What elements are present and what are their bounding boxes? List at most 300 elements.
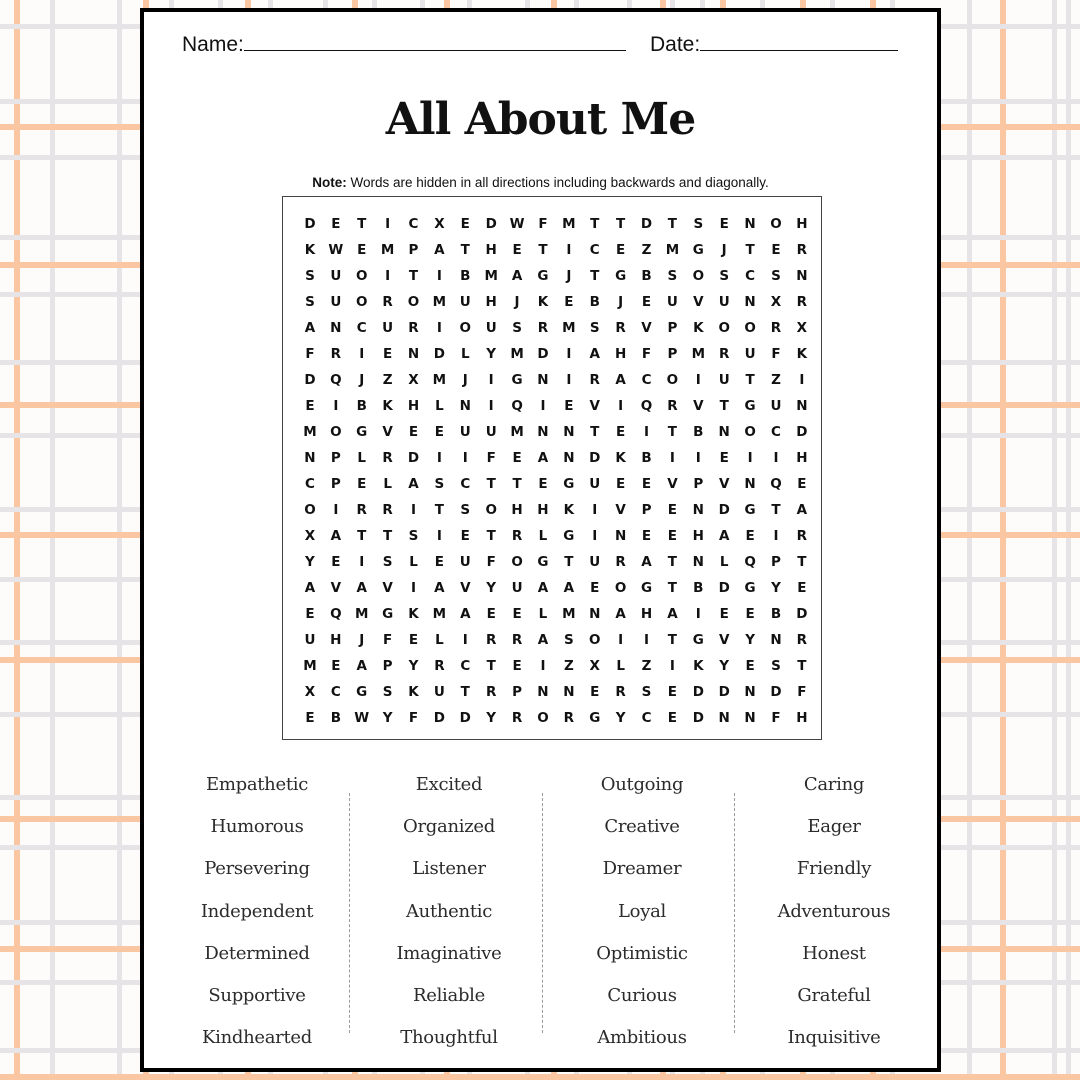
grid-cell[interactable]: T <box>667 216 678 232</box>
grid-cell[interactable]: E <box>590 580 600 596</box>
grid-cell[interactable]: T <box>357 216 367 232</box>
grid-cell[interactable]: T <box>590 424 600 440</box>
grid-cell[interactable]: S <box>408 528 419 544</box>
grid-cell[interactable]: D <box>796 424 808 440</box>
grid-cell[interactable]: R <box>615 554 626 570</box>
grid-cell[interactable]: U <box>459 554 471 570</box>
grid-cell[interactable]: X <box>796 320 808 336</box>
grid-cell[interactable]: E <box>616 424 626 440</box>
grid-cell[interactable]: S <box>382 554 393 570</box>
grid-cell[interactable]: J <box>514 294 520 310</box>
grid-cell[interactable]: P <box>330 450 341 466</box>
grid-cell[interactable]: U <box>589 476 601 492</box>
grid-cell[interactable]: O <box>304 502 316 518</box>
grid-cell[interactable]: I <box>566 346 572 362</box>
grid-cell[interactable]: R <box>563 710 575 726</box>
grid-cell[interactable]: M <box>510 424 524 440</box>
grid-cell[interactable]: N <box>563 450 575 466</box>
grid-cell[interactable]: E <box>357 476 367 492</box>
grid-cell[interactable]: I <box>695 372 701 388</box>
grid-cell[interactable]: E <box>797 580 807 596</box>
grid-cell[interactable]: P <box>641 502 652 518</box>
grid-cell[interactable]: M <box>562 606 576 622</box>
grid-cell[interactable]: D <box>692 684 704 700</box>
grid-cell[interactable]: H <box>485 242 497 258</box>
grid-cell[interactable]: I <box>385 216 391 232</box>
grid-cell[interactable]: D <box>718 580 730 596</box>
grid-cell[interactable]: K <box>693 658 704 674</box>
grid-cell[interactable]: T <box>667 554 678 570</box>
grid-cell[interactable]: E <box>357 242 367 258</box>
grid-cell[interactable]: F <box>797 684 807 700</box>
grid-cell[interactable]: A <box>408 476 419 492</box>
grid-cell[interactable]: E <box>641 476 652 492</box>
grid-cell[interactable]: N <box>563 684 575 700</box>
grid-cell[interactable]: D <box>796 606 808 622</box>
grid-cell[interactable]: G <box>640 580 653 596</box>
grid-cell[interactable]: E <box>564 398 574 414</box>
grid-cell[interactable]: T <box>616 216 626 232</box>
grid-cell[interactable]: U <box>511 580 523 596</box>
grid-cell[interactable]: D <box>304 216 316 232</box>
grid-cell[interactable]: T <box>486 528 496 544</box>
grid-cell[interactable]: E <box>408 632 419 648</box>
grid-cell[interactable]: I <box>592 502 598 518</box>
grid-cell[interactable]: U <box>666 294 678 310</box>
grid-cell[interactable]: T <box>667 632 678 648</box>
grid-cell[interactable]: O <box>330 424 342 440</box>
grid-cell[interactable]: C <box>330 684 341 700</box>
name-field[interactable] <box>182 32 626 57</box>
grid-cell[interactable]: K <box>615 450 626 466</box>
grid-cell[interactable]: R <box>615 684 626 700</box>
grid-cell[interactable]: G <box>744 502 756 518</box>
grid-cell[interactable]: S <box>771 658 781 674</box>
grid-cell[interactable]: K <box>537 294 549 310</box>
grid-cell[interactable]: E <box>667 684 678 700</box>
grid-cell[interactable]: R <box>485 632 497 648</box>
grid-cell[interactable]: H <box>796 450 808 466</box>
grid-cell[interactable]: E <box>616 476 626 492</box>
grid-cell[interactable]: G <box>356 424 368 440</box>
grid-cell[interactable]: I <box>644 424 650 440</box>
grid-cell[interactable]: I <box>488 398 494 414</box>
grid-cell[interactable]: S <box>382 684 393 700</box>
grid-cell[interactable]: E <box>641 528 652 544</box>
grid-cell[interactable]: T <box>667 424 678 440</box>
grid-cell[interactable]: L <box>538 606 548 622</box>
grid-cell[interactable]: F <box>538 216 548 232</box>
grid-cell[interactable]: V <box>330 580 342 596</box>
grid-cell[interactable]: R <box>796 632 808 648</box>
grid-cell[interactable]: Q <box>330 372 342 388</box>
grid-cell[interactable]: B <box>693 424 704 440</box>
grid-cell[interactable]: O <box>589 632 601 648</box>
grid-cell[interactable]: P <box>512 684 523 700</box>
grid-cell[interactable]: U <box>589 554 601 570</box>
grid-cell[interactable]: X <box>434 216 445 232</box>
grid-cell[interactable]: F <box>486 450 496 466</box>
grid-cell[interactable]: T <box>408 268 419 284</box>
grid-cell[interactable]: D <box>433 710 445 726</box>
grid-cell[interactable]: X <box>304 684 316 700</box>
grid-cell[interactable]: P <box>667 320 678 336</box>
grid-cell[interactable]: O <box>614 580 627 596</box>
grid-cell[interactable]: X <box>408 372 419 388</box>
grid-cell[interactable]: I <box>644 632 650 648</box>
grid-cell[interactable]: N <box>744 294 756 310</box>
grid-cell[interactable]: B <box>460 268 471 284</box>
grid-cell[interactable]: T <box>745 242 755 258</box>
grid-cell[interactable]: E <box>667 502 678 518</box>
grid-cell[interactable]: A <box>563 580 575 596</box>
grid-cell[interactable]: N <box>744 216 756 232</box>
grid-cell[interactable]: T <box>564 554 574 570</box>
grid-cell[interactable]: N <box>692 502 704 518</box>
grid-cell[interactable]: V <box>615 502 626 518</box>
grid-cell[interactable]: F <box>408 710 419 726</box>
grid-cell[interactable]: E <box>538 476 548 492</box>
grid-cell[interactable]: T <box>512 476 522 492</box>
grid-cell[interactable]: H <box>537 502 549 518</box>
grid-cell[interactable]: G <box>356 684 368 700</box>
grid-cell[interactable]: J <box>359 372 365 388</box>
grid-cell[interactable]: R <box>382 502 393 518</box>
grid-cell[interactable]: E <box>460 216 470 232</box>
grid-cell[interactable]: Z <box>641 658 652 674</box>
grid-cell[interactable]: Y <box>382 710 393 726</box>
grid-cell[interactable]: J <box>721 242 727 258</box>
grid-cell[interactable]: O <box>692 268 705 284</box>
grid-cell[interactable]: Y <box>486 346 497 362</box>
grid-cell[interactable]: N <box>744 476 756 492</box>
grid-cell[interactable]: H <box>614 346 627 362</box>
grid-cell[interactable]: C <box>589 242 600 258</box>
grid-cell[interactable]: A <box>667 606 678 622</box>
grid-cell[interactable]: A <box>537 632 549 648</box>
grid-cell[interactable]: E <box>512 606 522 622</box>
date-blank-line[interactable] <box>700 32 898 51</box>
grid-cell[interactable]: T <box>383 528 393 544</box>
grid-cell[interactable]: V <box>693 294 704 310</box>
grid-cell[interactable]: M <box>562 320 576 336</box>
grid-cell[interactable]: I <box>695 450 701 466</box>
grid-cell[interactable]: I <box>566 372 572 388</box>
grid-cell[interactable]: M <box>432 606 447 622</box>
grid-cell[interactable]: G <box>744 398 756 414</box>
grid-cell[interactable]: B <box>693 580 704 596</box>
grid-cell[interactable]: Q <box>511 398 523 414</box>
grid-cell[interactable]: T <box>357 528 367 544</box>
grid-cell[interactable]: N <box>692 554 704 570</box>
grid-cell[interactable]: G <box>563 476 575 492</box>
grid-cell[interactable]: U <box>382 320 394 336</box>
grid-cell[interactable]: H <box>796 710 808 726</box>
grid-cell[interactable]: M <box>303 658 317 674</box>
grid-cell[interactable]: I <box>669 658 675 674</box>
grid-cell[interactable]: C <box>408 216 419 232</box>
grid-cell[interactable]: G <box>537 554 549 570</box>
grid-cell[interactable]: R <box>537 320 549 336</box>
grid-cell[interactable]: A <box>537 580 549 596</box>
grid-cell[interactable]: A <box>641 554 652 570</box>
grid-cell[interactable]: R <box>667 398 678 414</box>
grid-cell[interactable]: A <box>615 606 626 622</box>
grid-cell[interactable]: S <box>460 502 471 518</box>
grid-cell[interactable]: N <box>537 684 549 700</box>
grid-cell[interactable]: O <box>511 554 523 570</box>
grid-cell[interactable]: E <box>719 450 729 466</box>
grid-cell[interactable]: M <box>303 424 317 440</box>
grid-cell[interactable]: L <box>409 554 418 570</box>
grid-cell[interactable]: O <box>718 320 730 336</box>
grid-cell[interactable]: E <box>512 658 522 674</box>
grid-cell[interactable]: C <box>771 424 781 440</box>
grid-cell[interactable]: E <box>719 216 729 232</box>
grid-cell[interactable]: R <box>589 372 600 388</box>
grid-cell[interactable]: O <box>770 216 782 232</box>
grid-cell[interactable]: I <box>540 398 546 414</box>
grid-cell[interactable]: I <box>592 528 598 544</box>
date-field[interactable] <box>650 32 898 57</box>
grid-cell[interactable]: Y <box>305 554 315 570</box>
grid-cell[interactable]: Y <box>408 658 419 674</box>
grid-cell[interactable]: S <box>305 294 315 310</box>
grid-cell[interactable]: N <box>537 372 549 388</box>
grid-cell[interactable]: T <box>745 372 755 388</box>
grid-cell[interactable]: O <box>355 268 368 284</box>
grid-cell[interactable]: X <box>589 658 600 674</box>
grid-cell[interactable]: R <box>434 658 445 674</box>
grid-cell[interactable]: I <box>799 372 805 388</box>
grid-cell[interactable]: F <box>383 632 393 648</box>
grid-cell[interactable]: C <box>641 710 652 726</box>
grid-cell[interactable]: E <box>434 554 445 570</box>
grid-cell[interactable]: O <box>407 294 420 310</box>
grid-cell[interactable]: Y <box>771 580 781 596</box>
grid-cell[interactable]: B <box>330 710 341 726</box>
grid-cell[interactable]: S <box>512 320 522 336</box>
grid-cell[interactable]: E <box>512 450 522 466</box>
grid-cell[interactable]: D <box>433 346 445 362</box>
grid-cell[interactable]: U <box>770 398 782 414</box>
grid-cell[interactable]: M <box>665 242 680 258</box>
grid-cell[interactable]: B <box>589 294 600 310</box>
grid-cell[interactable]: N <box>563 424 575 440</box>
grid-cell[interactable]: E <box>590 684 600 700</box>
grid-cell[interactable]: T <box>590 268 600 284</box>
grid-cell[interactable]: V <box>667 476 678 492</box>
grid-cell[interactable]: E <box>460 528 470 544</box>
grid-cell[interactable]: O <box>744 424 756 440</box>
grid-cell[interactable]: I <box>566 242 572 258</box>
grid-cell[interactable]: N <box>537 424 549 440</box>
grid-cell[interactable]: U <box>330 268 342 284</box>
grid-cell[interactable]: I <box>359 346 365 362</box>
grid-cell[interactable]: H <box>485 294 497 310</box>
grid-cell[interactable]: Q <box>744 554 756 570</box>
grid-cell[interactable]: E <box>771 242 781 258</box>
grid-cell[interactable]: H <box>330 632 342 648</box>
grid-cell[interactable]: I <box>488 372 494 388</box>
grid-cell[interactable]: R <box>330 346 342 362</box>
grid-cell[interactable]: M <box>380 242 395 258</box>
grid-cell[interactable]: I <box>436 450 442 466</box>
grid-cell[interactable]: H <box>407 398 420 414</box>
grid-cell[interactable]: Z <box>771 372 781 388</box>
grid-cell[interactable]: D <box>407 450 420 466</box>
grid-cell[interactable]: D <box>485 216 497 232</box>
grid-cell[interactable]: I <box>618 398 624 414</box>
grid-cell[interactable]: N <box>407 346 420 362</box>
grid-cell[interactable]: E <box>641 294 652 310</box>
grid-cell[interactable]: C <box>641 372 652 388</box>
grid-cell[interactable]: L <box>435 632 444 648</box>
grid-cell[interactable]: F <box>771 346 781 362</box>
grid-cell[interactable]: M <box>484 268 498 284</box>
grid-cell[interactable]: L <box>460 346 470 362</box>
grid-cell[interactable]: I <box>333 502 339 518</box>
grid-cell[interactable]: V <box>589 398 600 414</box>
grid-cell[interactable]: W <box>328 242 344 258</box>
grid-cell[interactable]: D <box>692 710 704 726</box>
grid-cell[interactable]: T <box>538 242 548 258</box>
grid-cell[interactable]: W <box>354 710 370 726</box>
grid-cell[interactable]: T <box>797 554 807 570</box>
grid-cell[interactable]: E <box>719 606 729 622</box>
grid-cell[interactable]: N <box>744 710 756 726</box>
grid-cell[interactable]: Z <box>641 242 652 258</box>
grid-cell[interactable]: R <box>382 450 393 466</box>
grid-cell[interactable]: I <box>540 658 546 674</box>
grid-cell[interactable]: S <box>641 684 652 700</box>
grid-cell[interactable]: J <box>359 632 365 648</box>
grid-cell[interactable]: P <box>667 346 678 362</box>
grid-cell[interactable]: F <box>641 346 652 362</box>
grid-cell[interactable]: R <box>796 528 808 544</box>
grid-cell[interactable]: K <box>304 242 316 258</box>
grid-cell[interactable]: N <box>330 320 342 336</box>
grid-cell[interactable]: S <box>305 268 315 284</box>
grid-cell[interactable]: T <box>460 242 470 258</box>
grid-cell[interactable]: K <box>563 502 575 518</box>
grid-cell[interactable]: E <box>745 528 755 544</box>
grid-cell[interactable]: E <box>408 424 419 440</box>
grid-cell[interactable]: A <box>718 528 730 544</box>
grid-cell[interactable]: M <box>432 294 447 310</box>
grid-cell[interactable]: A <box>796 502 808 518</box>
grid-cell[interactable]: T <box>771 502 781 518</box>
grid-cell[interactable]: G <box>615 268 627 284</box>
grid-cell[interactable]: I <box>385 268 391 284</box>
grid-cell[interactable]: I <box>695 606 701 622</box>
grid-cell[interactable]: F <box>305 346 315 362</box>
grid-cell[interactable]: I <box>669 450 675 466</box>
grid-cell[interactable]: G <box>382 606 394 622</box>
grid-cell[interactable]: S <box>693 216 704 232</box>
grid-cell[interactable]: S <box>719 268 730 284</box>
grid-cell[interactable]: F <box>486 554 496 570</box>
grid-cell[interactable]: U <box>433 684 445 700</box>
grid-cell[interactable]: E <box>616 242 626 258</box>
grid-cell[interactable]: E <box>745 606 755 622</box>
grid-cell[interactable]: C <box>745 268 756 284</box>
grid-cell[interactable]: N <box>304 450 316 466</box>
grid-cell[interactable]: R <box>408 320 419 336</box>
grid-cell[interactable]: U <box>459 424 471 440</box>
grid-cell[interactable]: E <box>745 658 755 674</box>
grid-cell[interactable]: I <box>436 268 442 284</box>
grid-cell[interactable]: U <box>718 372 730 388</box>
grid-cell[interactable]: S <box>434 476 445 492</box>
grid-cell[interactable]: A <box>511 268 523 284</box>
grid-cell[interactable]: Y <box>615 710 626 726</box>
grid-cell[interactable]: L <box>383 476 392 492</box>
grid-cell[interactable]: Q <box>640 398 653 414</box>
grid-cell[interactable]: R <box>796 294 808 310</box>
grid-cell[interactable]: S <box>771 268 781 284</box>
grid-cell[interactable]: N <box>770 632 782 648</box>
grid-cell[interactable]: M <box>562 216 576 232</box>
grid-cell[interactable]: N <box>744 684 756 700</box>
grid-cell[interactable]: A <box>615 372 626 388</box>
grid-cell[interactable]: U <box>718 294 730 310</box>
grid-cell[interactable]: U <box>485 320 497 336</box>
grid-cell[interactable]: R <box>511 528 523 544</box>
grid-cell[interactable]: X <box>770 294 782 310</box>
grid-cell[interactable]: B <box>641 450 652 466</box>
grid-cell[interactable]: O <box>744 320 756 336</box>
grid-cell[interactable]: I <box>618 632 624 648</box>
grid-cell[interactable]: D <box>718 684 730 700</box>
grid-cell[interactable]: D <box>304 372 316 388</box>
word-search-grid[interactable] <box>297 211 815 731</box>
grid-cell[interactable]: D <box>718 502 730 518</box>
grid-cell[interactable]: V <box>460 580 471 596</box>
grid-cell[interactable]: G <box>692 242 704 258</box>
grid-cell[interactable]: Z <box>382 372 393 388</box>
grid-cell[interactable]: E <box>305 606 315 622</box>
grid-cell[interactable]: I <box>462 450 468 466</box>
name-blank-line[interactable] <box>244 32 626 51</box>
grid-cell[interactable]: T <box>486 476 496 492</box>
grid-cell[interactable]: B <box>770 606 782 622</box>
grid-cell[interactable]: E <box>797 476 807 492</box>
grid-cell[interactable]: M <box>432 372 447 388</box>
grid-cell[interactable]: H <box>692 528 704 544</box>
grid-cell[interactable]: G <box>511 372 523 388</box>
grid-cell[interactable]: I <box>333 398 339 414</box>
grid-cell[interactable]: M <box>510 346 524 362</box>
grid-cell[interactable]: N <box>718 424 730 440</box>
grid-cell[interactable]: A <box>537 450 549 466</box>
grid-cell[interactable]: E <box>486 606 496 622</box>
grid-cell[interactable]: D <box>589 450 601 466</box>
grid-cell[interactable]: H <box>640 606 653 622</box>
grid-cell[interactable]: P <box>330 476 341 492</box>
grid-cell[interactable]: V <box>382 580 393 596</box>
grid-cell[interactable]: K <box>693 320 704 336</box>
grid-cell[interactable]: A <box>434 242 445 258</box>
grid-cell[interactable]: V <box>693 398 704 414</box>
grid-cell[interactable]: N <box>614 528 627 544</box>
grid-cell[interactable]: F <box>771 710 781 726</box>
grid-cell[interactable]: A <box>356 580 367 596</box>
grid-cell[interactable]: U <box>330 294 342 310</box>
grid-cell[interactable]: S <box>563 632 574 648</box>
grid-cell[interactable]: G <box>589 710 601 726</box>
grid-cell[interactable]: D <box>537 346 549 362</box>
